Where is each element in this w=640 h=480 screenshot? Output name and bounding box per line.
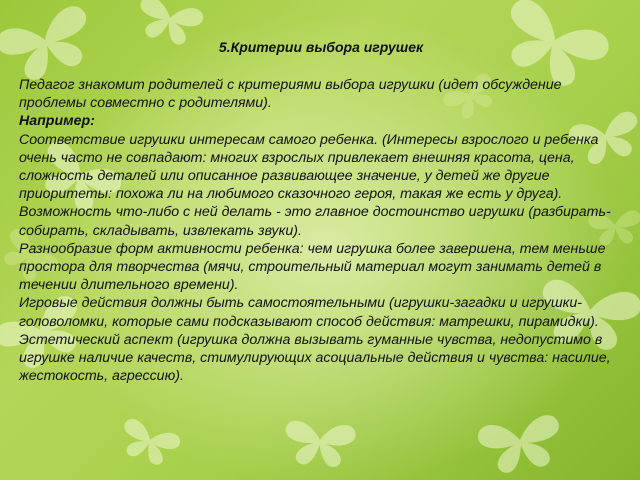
criterion-paragraph: Возможность что-либо с ней делать - это главное достоинство игрушки (разбирать-собирать, складывать, извлекать звуки).	[19, 204, 611, 239]
criterion-paragraph: Соответствие игрушки интересам самого ребенка. (Интересы взрослого и ребенка очень часто не совпадают: многих взрослых привлекает внешняя красота, цена, сложность деталей или описанное развивающее значение, у детей же другие приоритеты: похожа ли на любимого сказочного героя, такая же есть у друга).	[19, 131, 599, 203]
butterfly-icon	[115, 417, 182, 471]
intro-paragraph: Педагог знакомит родителей с критериями выбора игрушки (идет обсуждение проблемы совместно с родителями).	[19, 77, 562, 112]
criterion-paragraph: Разнообразие форм активности ребенка: чем игрушка более завершена, тем меньше простора для творчества (мячи, строительный материал могут занимать детей в течении длительного времени).	[19, 240, 606, 294]
criterion-paragraph: Игровые действия должны быть самостоятельными (игрушки-загадки и игрушки-головоломки, которые сами подсказывают способ действия: матрешки, пирамидки).	[19, 295, 599, 330]
example-label: Например:	[19, 113, 95, 130]
slide-content	[19, 38, 619, 385]
butterfly-icon	[283, 420, 357, 469]
butterfly-icon	[476, 413, 565, 477]
criterion-paragraph: Эстетический аспект (игрушка должна вызывать гуманные чувства, недопустимо в игрушке наличие качеств, стимулирующих асоциальные действия и чувства: насилие, жестокость, агрессию).	[19, 331, 611, 385]
slide-body	[19, 76, 619, 385]
slide-title: 5.Критерии выбора игрушек	[218, 39, 424, 55]
